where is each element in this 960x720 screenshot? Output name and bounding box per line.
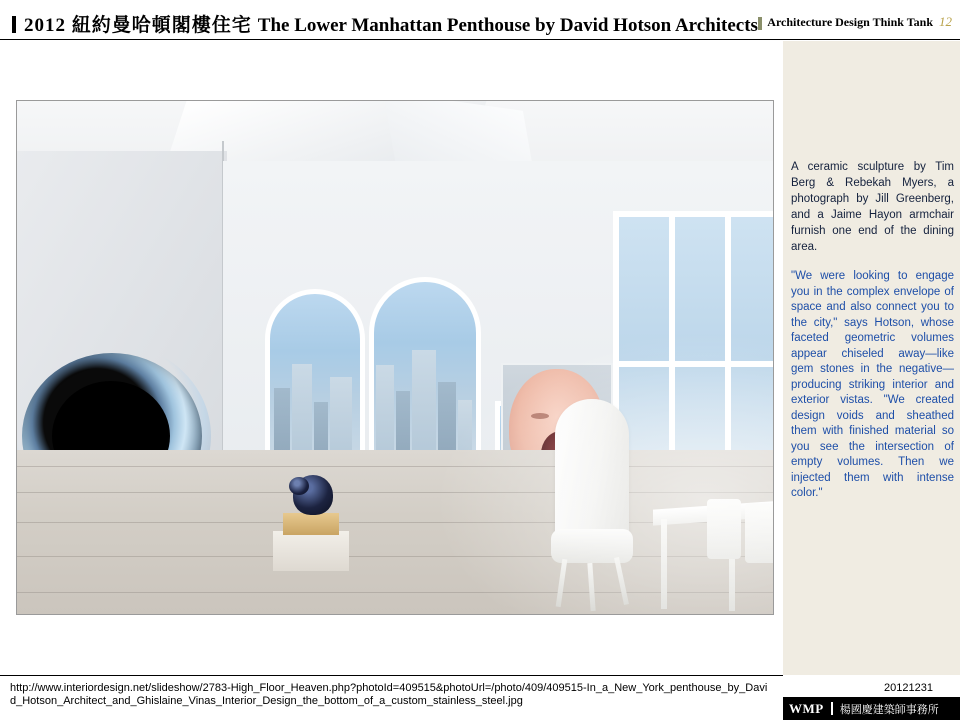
source-url[interactable]: http://www.interiordesign.net/slideshow/2783-High_Floor_Heaven.php?photoId=409515&photoUrl=/photo/409/409515-In_a_New_York_penthouse_by_David_Hotson_Architect_and_Ghislaine_Vinas_Interior_Design_the_bottom_of_a_custom_stainless_steel.jpg	[10, 682, 768, 707]
date-stamp: 20121231	[884, 682, 933, 694]
brand-separator-icon	[831, 702, 833, 715]
pull-quote: "We were looking to engage you in the complex envelope of space and also connect you to the city," says Hotson, whose faceted geometric volumes appear chiseled away—like gem stones in the negative—producing striking interior and exterior vistas. "We created design voids and sheathed them with finished material so you see the intersection of empty volumes. Then we injected them with intense color."	[791, 270, 954, 499]
page-title	[12, 10, 758, 37]
branding-label: Architecture Design Think Tank	[767, 14, 933, 29]
header-branding	[758, 14, 952, 30]
photo-scene	[17, 101, 773, 614]
sidebar	[783, 41, 960, 675]
light-wash	[433, 332, 773, 614]
sculpture-base	[283, 513, 339, 535]
page-number: 12	[939, 14, 952, 29]
sculpture-plinth	[273, 531, 349, 571]
brand-initials: WMP	[789, 700, 824, 716]
office-name: 楊國慶建築師事務所	[839, 703, 939, 716]
main-photograph	[16, 100, 774, 615]
photo-caption: A ceramic sculpture by Tim Berg & Rebekah Myers, a photograph by Jill Greenberg, and a Jaime Hayon armchair furnish one end of the dining area.	[791, 161, 954, 253]
footer-divider	[0, 675, 783, 676]
title-english: The Lower Manhattan Penthouse by David Hotson Architects	[257, 15, 758, 36]
title-bar-icon	[12, 16, 16, 33]
footer-brand-bar	[783, 697, 960, 720]
ceramic-sculpture-head	[289, 477, 309, 495]
page-header	[0, 0, 960, 40]
branding-bar-icon	[758, 17, 762, 30]
title-chinese: 2012 紐約曼哈頓閣樓住宅	[24, 15, 252, 36]
